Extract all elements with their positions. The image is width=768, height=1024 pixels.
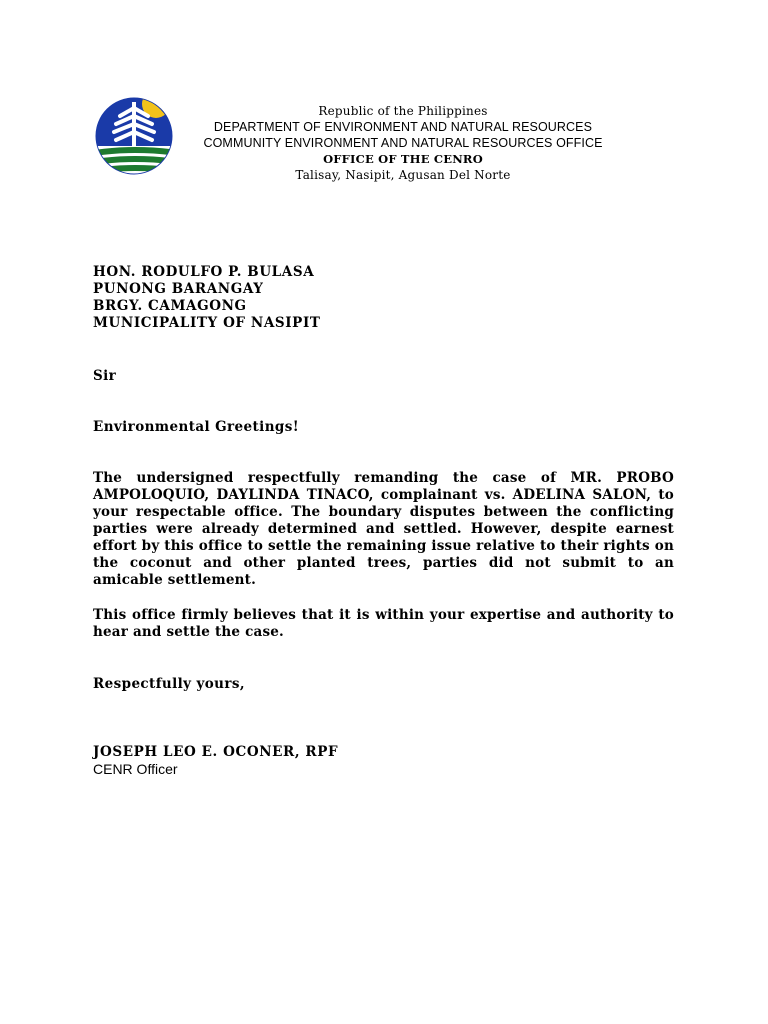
closing: Respectfully yours, <box>93 676 245 692</box>
letterhead-department: DEPARTMENT OF ENVIRONMENT AND NATURAL RESOURCES <box>213 120 593 134</box>
addressee-block <box>93 264 321 332</box>
body-paragraph-2: This office firmly believes that it is within your expertise and authority to hear and settle the case. <box>93 607 674 640</box>
letterhead <box>160 103 646 183</box>
signatory-title: CENR Officer <box>93 761 178 777</box>
addressee-position: PUNONG BARANGAY <box>93 281 264 297</box>
letterhead-republic: Republic of the Philippines <box>318 104 488 118</box>
addressee-municipality: MUNICIPALITY OF NASIPIT <box>93 315 321 331</box>
greeting: Environmental Greetings! <box>93 419 300 435</box>
addressee-name: HON. RODULFO P. BULASA <box>93 264 315 280</box>
letterhead-cenro: OFFICE OF THE CENRO <box>323 152 483 166</box>
body-paragraph-1: The undersigned respectfully remanding the case of MR. PROBO AMPOLOQUIO, DAYLINDA TINACO, complainant vs. ADELINA SALON, to your respectable office. The boundary disputes between the conflicting parties were already determined and settled. However, despite earnest effort by this office to settle the remaining issue relative to their rights on the coconut and other planted trees, parties did not submit to an amicable settlement. <box>93 470 674 588</box>
signatory-name: JOSEPH LEO E. OCONER, RPF <box>93 744 339 760</box>
salutation: Sir <box>93 368 117 384</box>
letterhead-address: Talisay, Nasipit, Agusan Del Norte <box>295 168 511 182</box>
letterhead-office-name: COMMUNITY ENVIRONMENT AND NATURAL RESOURCES OFFICE <box>203 136 603 150</box>
addressee-barangay: BRGY. CAMAGONG <box>93 298 247 314</box>
